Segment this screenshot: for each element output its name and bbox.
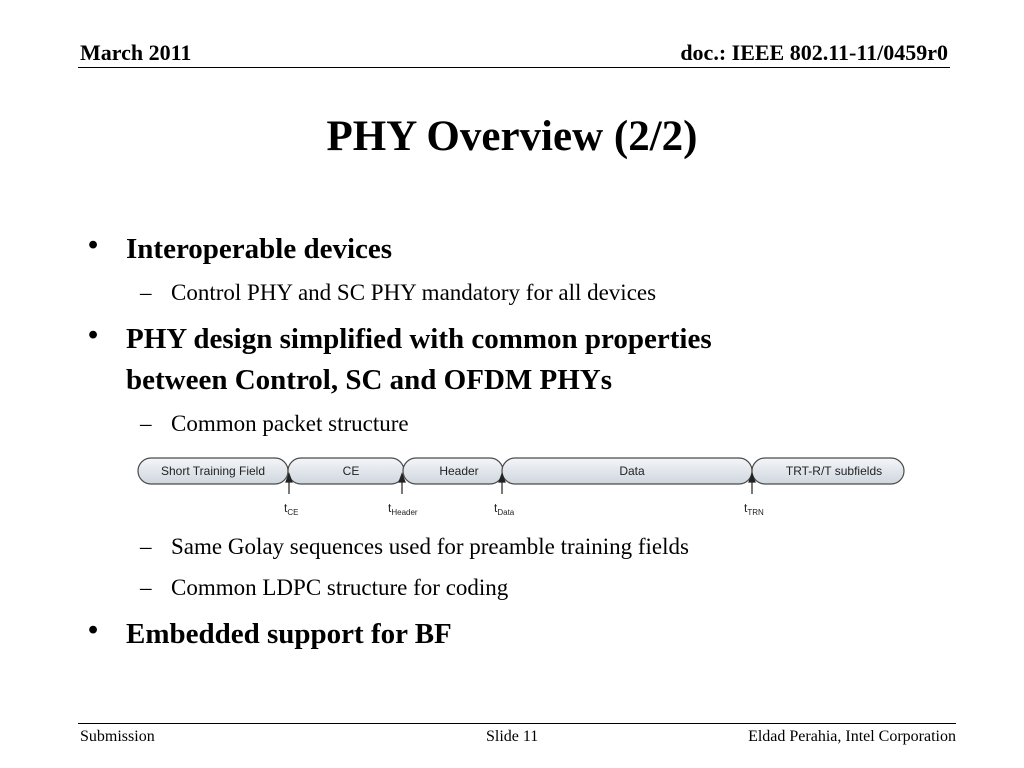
marker-label-trn: $t_{TRN}$: [744, 501, 764, 517]
dash-icon: –: [140, 411, 152, 436]
field-label-data: Data: [619, 464, 645, 478]
sub-bullet-text: Common LDPC structure for coding: [171, 575, 509, 600]
marker-label-data: $t_{Data}$: [494, 501, 515, 517]
field-label-header: Header: [439, 464, 479, 478]
field-label-stf: Short Training Field: [160, 464, 266, 478]
marker-label-header: $t_{Header}$: [388, 501, 418, 517]
sub-bullet-text: Control PHY and SC PHY mandatory for all devices: [171, 280, 657, 305]
bullet-icon: •: [88, 614, 99, 646]
dash-icon: –: [140, 280, 152, 305]
footer-slide-number: Slide 11: [486, 728, 539, 745]
bullet-text-line2: between Control, SC and OFDM PHYs: [126, 364, 613, 396]
marker-label-ce: $t_{CE}$: [284, 501, 299, 517]
field-label-trt: TRT-R/T subfields: [785, 464, 883, 478]
dash-icon: –: [140, 575, 152, 600]
footer-author: Eldad Perahia, Intel Corporation: [748, 728, 956, 745]
bullet-text: Interoperable devices: [126, 233, 393, 265]
dash-icon: –: [140, 534, 152, 559]
header-date: March 2011: [80, 40, 192, 65]
packet-structure-diagram: [136, 452, 908, 529]
bullet-icon: •: [88, 229, 99, 261]
sub-bullet-text: Common packet structure: [171, 411, 409, 436]
header-doc-id: doc.: IEEE 802.11-11/0459r0: [680, 40, 948, 65]
bullet-text-line1: PHY design simplified with common properties: [126, 323, 712, 355]
sub-bullet-text: Same Golay sequences used for preamble training fields: [171, 534, 689, 559]
bullet-icon: •: [88, 319, 99, 351]
slide-title: PHY Overview (2/2): [326, 113, 698, 160]
header-divider: [78, 67, 950, 68]
footer-divider: [78, 723, 956, 724]
footer-submission: Submission: [80, 728, 155, 745]
field-label-ce: CE: [342, 464, 360, 478]
bullet-text: Embedded support for BF: [126, 618, 452, 650]
